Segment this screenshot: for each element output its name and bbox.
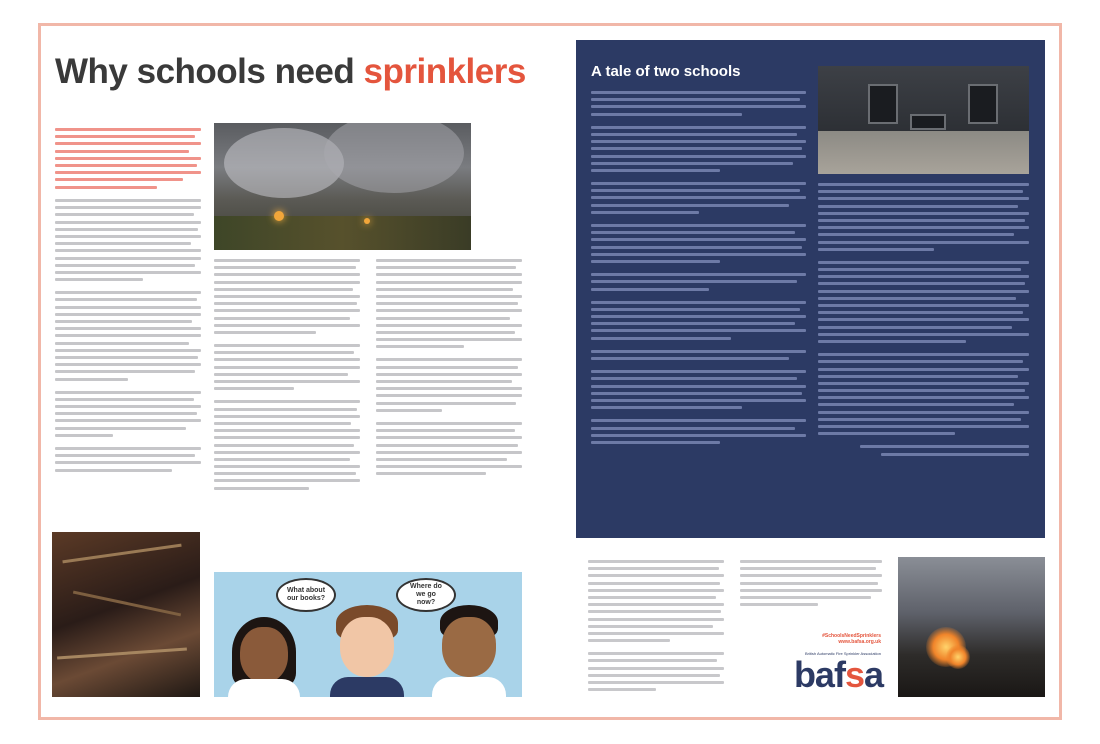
- campaign-url: www.bafsa.org.uk: [838, 639, 881, 645]
- bottom-text-right: [740, 560, 882, 610]
- logo-text-prefix: baf: [793, 654, 845, 695]
- column-1-text: [55, 199, 201, 476]
- intro-text-block: [55, 128, 201, 193]
- fire-aftermath-photo: [898, 557, 1045, 697]
- school-fire-photo: [214, 123, 471, 250]
- title-main: Why schools need: [55, 52, 364, 91]
- campaign-hashtag: #SchoolsNeedSprinklers: [822, 633, 881, 639]
- burnt-classroom-photo: [52, 532, 200, 697]
- title-accent: sprinklers: [363, 52, 526, 91]
- pupil-left: [224, 617, 304, 697]
- bafsa-logo: [778, 655, 883, 695]
- speech-bubble-left: What about our books?: [276, 578, 336, 612]
- column-3-text: [376, 259, 522, 479]
- pupil-right: [428, 605, 510, 697]
- panel-text-right: [818, 183, 1029, 460]
- bafsa-subtitle: British Automatic Fire Sprinkler Association: [804, 651, 881, 656]
- logo-text-accent: s: [844, 654, 864, 695]
- pupils-cartoon: [214, 572, 522, 697]
- panel-title: A tale of two schools: [591, 63, 741, 80]
- pupil-middle: [326, 605, 408, 697]
- page-title: [55, 52, 526, 92]
- new-school-photo: [818, 66, 1029, 174]
- logo-text-suffix: a: [863, 654, 883, 695]
- column-2-text: [214, 259, 360, 494]
- campaign-links: [776, 633, 881, 645]
- bottom-text-left: [588, 560, 724, 695]
- speech-bubble-right: Where do we go now?: [396, 578, 456, 612]
- panel-text-left: [591, 91, 806, 448]
